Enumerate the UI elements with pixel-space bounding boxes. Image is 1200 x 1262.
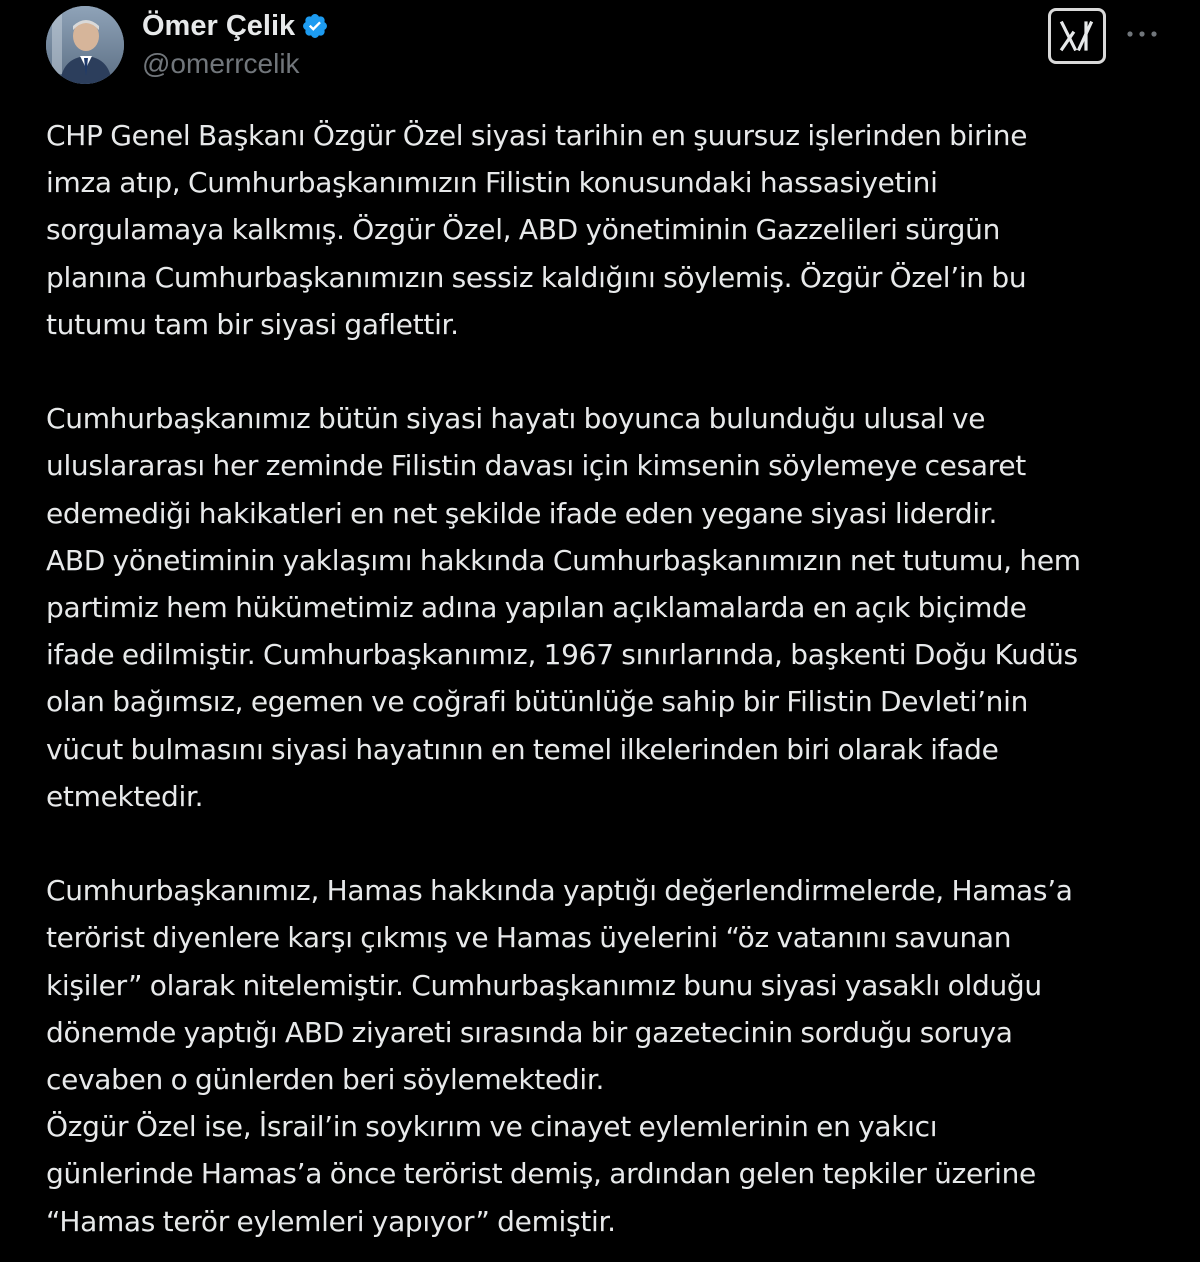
author-handle[interactable]: @omerrcelik — [142, 48, 300, 79]
tweet-paragraph-2 — [46, 395, 1176, 820]
tweet-line: planına Cumhurbaşkanımızın sessiz kaldığını söylemiş. Özgür Özel’in bu — [46, 260, 1027, 294]
tweet-line: Cumhurbaşkanımız, Hamas hakkında yaptığı değerlendirmelerde, Hamas’a — [46, 874, 1073, 908]
avatar-photo — [46, 6, 124, 84]
tweet-line: ifade edilmiştir. Cumhurbaşkanımız, 1967 sınırlarında, başkenti Doğu Kudüs — [46, 638, 1078, 672]
author-name-row[interactable] — [142, 8, 329, 44]
author-display-name[interactable]: Ömer Çelik — [142, 9, 296, 42]
tweet-line: tutumu tam bir siyasi gaflettir. — [46, 307, 459, 341]
tweet-line: vücut bulmasını siyasi hayatının en temel ilkelerinden biri olarak ifade — [46, 732, 999, 766]
tweet-line: olan bağımsız, egemen ve coğrafi bütünlüğe sahip bir Filistin Devleti’nin — [46, 685, 1029, 719]
tweet-paragraph-3 — [46, 867, 1176, 1245]
tweet-line: edemediği hakikatleri en net şekilde ifade eden yegane siyasi liderdir. — [46, 496, 998, 530]
tweet-paragraph-1 — [46, 112, 1176, 348]
paragraph-spacer — [46, 348, 1176, 395]
tweet-line: ABD yönetiminin yaklaşımı hakkında Cumhurbaşkanımızın net tutumu, hem — [46, 543, 1081, 577]
tweet-line: Cumhurbaşkanımız bütün siyasi hayatı boyunca bulunduğu ulusal ve — [46, 402, 986, 436]
tweet-line: etmektedir. — [46, 779, 204, 813]
tweet-line: kişiler” olarak nitelemiştir. Cumhurbaşkanımız bunu siyasi yasaklı olduğu — [46, 968, 1042, 1002]
tweet-line: partimiz hem hükümetimiz adına yapılan açıklamalarda en açık biçimde — [46, 591, 1027, 625]
grok-button[interactable] — [1048, 8, 1106, 64]
tweet-line: uluslararası her zeminde Filistin davası için kimsenin söylemeye cesaret — [46, 449, 1026, 483]
tweet-line: CHP Genel Başkanı Özgür Özel siyasi tarihin en şuursuz işlerinden birine — [46, 119, 1028, 152]
paragraph-spacer — [46, 820, 1176, 867]
tweet-line: terörist diyenlere karşı çıkmış ve Hamas üyelerini “öz vatanını savunan — [46, 921, 1012, 955]
more-options-icon — [1125, 29, 1159, 39]
avatar[interactable] — [46, 6, 124, 84]
tweet-line: Özgür Özel ise, İsrail’in soykırım ve cinayet eylemlerinin en yakıcı — [46, 1110, 938, 1144]
tweet-line: imza atıp, Cumhurbaşkanımızın Filistin konusundaki hassasiyetini — [46, 166, 938, 200]
tweet-line: günlerinde Hamas’a önce terörist demiş, ardından gelen tepkiler üzerine — [46, 1157, 1036, 1191]
tweet-line: sorgulamaya kalkmış. Özgür Özel, ABD yönetiminin Gazzelileri sürgün — [46, 213, 1001, 247]
verified-badge-icon — [301, 12, 329, 40]
tweet-line: dönemde yaptığı ABD ziyareti sırasında bir gazetecinin sorduğu soruya — [46, 1015, 1013, 1049]
more-options-button[interactable] — [1122, 14, 1162, 54]
grok-icon — [1059, 19, 1095, 53]
tweet-text — [46, 112, 1176, 1245]
tweet-line: “Hamas terör eylemleri yapıyor” demiştir. — [46, 1204, 616, 1238]
tweet-header — [0, 0, 1200, 100]
tweet-line: cevaben o günlerden beri söylemektedir. — [46, 1063, 605, 1097]
